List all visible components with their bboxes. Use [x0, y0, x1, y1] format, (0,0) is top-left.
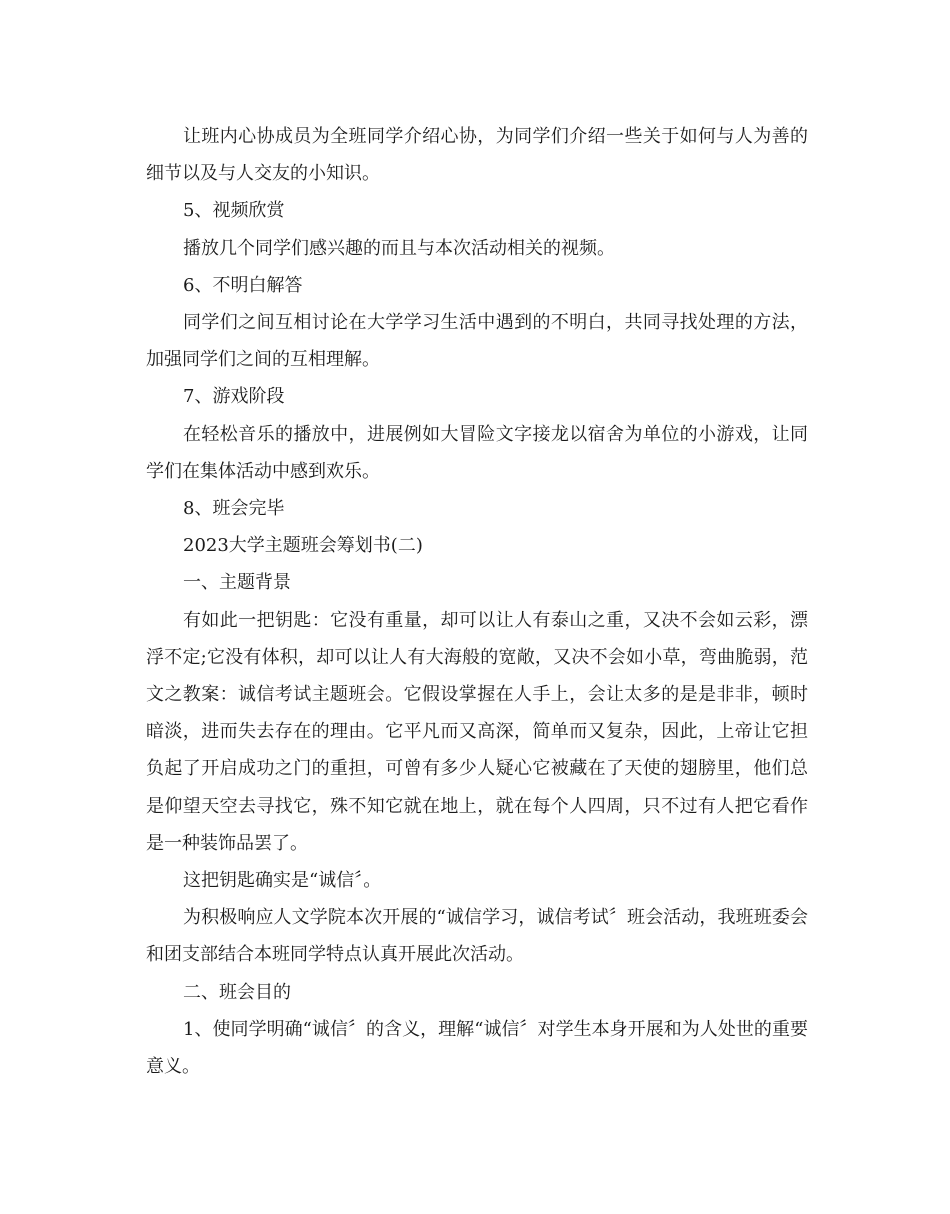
- paragraph-key-honesty: 这把钥匙确实是“诚信〞。: [183, 870, 382, 892]
- heading-end: 8、班会完毕: [183, 498, 285, 520]
- paragraph-games: 在轻松音乐的播放中，进展例如大冒险文字接龙以宿舍为单位的小游戏，让同学们在集体活动中感到欢乐。: [146, 423, 808, 482]
- heading-video: 5、视频欣赏: [183, 200, 285, 222]
- paragraph-questions: 同学们之间互相讨论在大学学习生活中遇到的不明白，共同寻找处理的方法，加强同学们之间的互相理解。: [146, 312, 808, 371]
- paragraph-xinxie-intro: 让班内心协成员为全班同学介绍心协，为同学们介绍一些关于如何与人为善的细节以及与人交友的小知识。: [146, 126, 808, 185]
- heading-purpose: 二、班会目的: [183, 981, 291, 1003]
- paragraph-key-metaphor: 有如此一把钥匙：它没有重量，却可以让人有泰山之重，又决不会如云彩，漂浮不定;它没有体积，却可以让人有大海般的宽敞，又决不会如小草，弯曲脆弱，范文之教案：诚信考试主题班会。它假设掌握在人手上，会让太多的是是非非，顿时暗淡，进而失去存在的理由。它平凡而又高深，简单而又复杂，因此，上帝让它担负起了开启成功之门的重担，可曾有多少人疑心它被藏在了天使的翅膀里，他们总是仰望天空去寻找它，殊不知它就在地上，就在每个人四周，只不过有人把它看作是一种装饰品罢了。: [146, 609, 808, 854]
- heading-questions: 6、不明白解答: [183, 274, 303, 296]
- paragraph-purpose-one: 1、使同学明确“诚信〞的含义，理解“诚信〞对学生本身开展和为人处世的重要意义。: [146, 1018, 808, 1078]
- section-title-plan-two: 2023大学主题班会筹划书(二): [183, 535, 423, 557]
- document-body: [146, 118, 808, 1085]
- heading-games: 7、游戏阶段: [183, 386, 285, 408]
- paragraph-response: 为积极响应人文学院本次开展的“诚信学习，诚信考试〞班会活动，我班班委会和团支部结合本班同学特点认真开展此次活动。: [146, 907, 808, 966]
- heading-background: 一、主题背景: [183, 572, 291, 594]
- paragraph-video: 播放几个同学们感兴趣的而且与本次活动相关的视频。: [183, 237, 615, 259]
